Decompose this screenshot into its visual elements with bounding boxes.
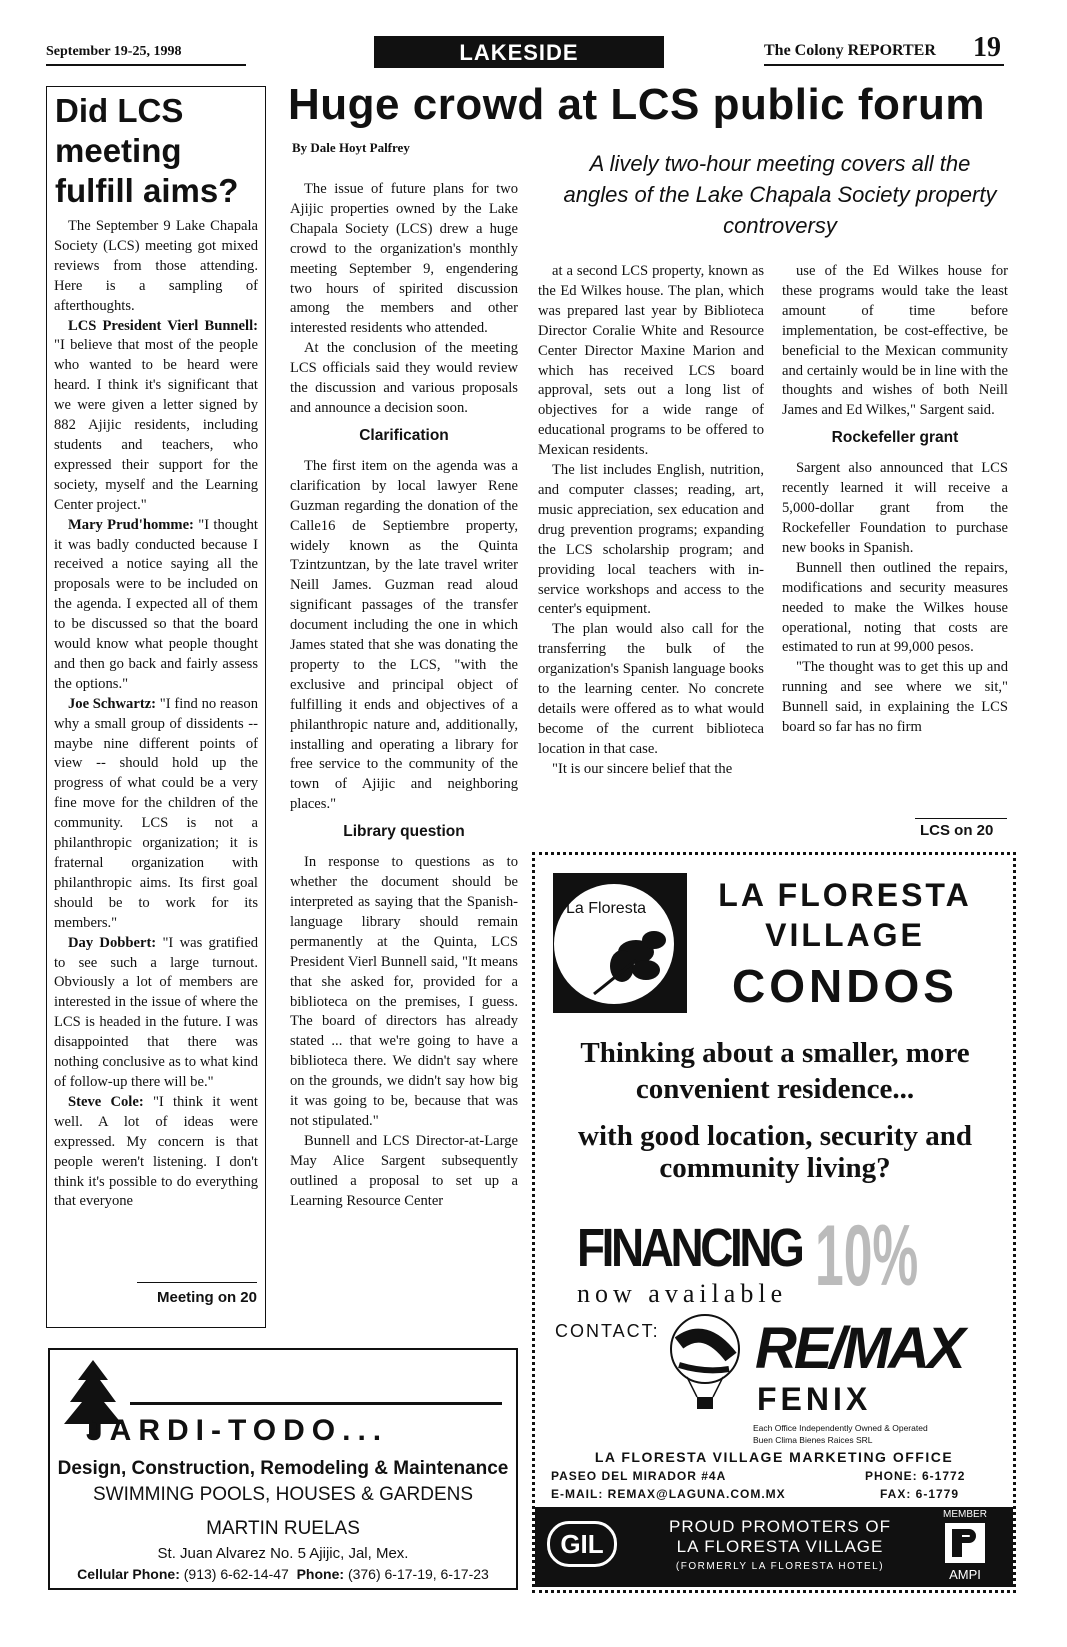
sidebar-title: Did LCS meeting fulfill aims? [55,92,239,209]
article-column-1 [290,180,518,1330]
jardi-services: Design, Construction, Remodeling & Maintenance [57,1458,509,1479]
byline: By Dale Hoyt Palfrey [292,140,410,155]
quote-schwartz: Joe Schwartz: "I find no reason why a small group of dissidents -- maybe nine different points of view -- should hold up the progress of what could be a very fine move for the children of the community. LCS is not a philanthropic organization; it is fraternal organization with philanthropic aims. Its first goal should be to work for its members." [54,695,258,931]
page-number: 19 [973,32,1001,63]
quote-speaker: Steve Cole: [68,1093,144,1110]
contact-label: CONTACT: [555,1321,660,1341]
ampi-label: AMPI [949,1567,981,1582]
paragraph: at a second LCS property, known as the Ed Wilkes house. The plan, which was prepared last year by Biblioteca Director Coralie White and Resource Center Director Maxine Marion and which has received LCS board approval, sets out a long list of objectives for a wide range of educational programs to be offered to Mexican residents. [538,263,764,459]
promoters-line-3: (FORMERLY LA FLORESTA HOTEL) [675,1561,885,1572]
floresta-pitch-1: Thinking about a smaller, more convenient residence... [580,1037,970,1105]
article-column-2 [538,262,764,822]
financing-available: now available [577,1279,788,1308]
jardi-specialties: SWIMMING POOLS, HOUSES & GARDENS [92,1484,474,1505]
ad-rule [130,1402,502,1405]
paragraph: "It is our sincere belief that the [552,760,733,777]
jardi-phones: Cellular Phone: (913) 6-62-14-47 Phone: (376) 6-17-19, 6-17-23 [77,1566,489,1582]
paragraph: At the conclusion of the meeting LCS officials said they would review the discussion and various proposals and announce a decision soon. [290,340,518,416]
paragraph: The list includes English, nutrition, and computer classes; reading, art, music appreciation, sex education and drug prevention programs; expanding the LCS scholarship program; and providing local teachers with in-service workshops and access to the center's equipment. [538,462,764,618]
promoters-line-1: PROUD PROMOTERS OF [668,1517,891,1536]
subhead-rockefeller: Rockefeller grant [831,429,959,447]
la-floresta-logo [553,873,687,1013]
article-deck: A lively two-hour meeting covers all the angles of the Lake Chapala Society property controversy [563,151,997,238]
remax-fenix: FENIX [757,1381,872,1417]
quote-prudhomme: Mary Prud'homme: "I thought it was badly conducted because I received a notice saying all the proposals were to be included on the agenda. I expected all of them to be discussed so that the board would know what people thought and then go back and fairly assess the options." [54,516,258,692]
paragraph: In response to questions as to whether the document should be interpreted as saying that the Spanish-language library should remain permanently at the Quinta, LCS President Vierl Bunnell said, "It means that she asked for, provided for a biblioteca on the premises, I guess. The board of directors has already stated ... that we're going to have a biblioteca there. We didn't say where on the grounds, we didn't say how big it was going to be, because that was not stipulated." [290,854,518,1129]
office-fax: FAX: 6-1779 [880,1487,960,1501]
logo-text: La Floresta [566,900,647,917]
jardi-address: St. Juan Alvarez No. 5 Ajijic, Jal, Mex. [157,1545,409,1562]
paragraph: The plan would also call for the transferring the bulk of the organization's Spanish language books to the learning center. No concrete details were offered as to what would become of the current biblioteca location in that case. [538,621,764,757]
gil-logo: GIL [547,1521,617,1567]
paragraph: Sargent also announced that LCS recently learned it will receive a 5,000-dollar grant from the Rockefeller Foundation to purchase new books in Spanish. [782,460,1008,556]
jump-rule [915,818,1007,819]
sidebar-box [46,86,266,1328]
jardi-todo-ad [48,1348,518,1590]
quote-speaker: Mary Prud'homme: [68,516,194,533]
subhead-library: Library question [343,823,465,841]
quote-speaker: Day Dobbert: [68,934,157,951]
headline: Huge crowd at LCS public forum [288,80,986,129]
quote-dobbert: Day Dobbert: "I was gratified to see such a large turnout. Obviously a lot of members are interested in the issue of where the LCS is headed in the future. I was disappointed that there was nothing conclusive as to what kind of follow-up there will be." [54,934,258,1090]
floresta-pitch-2: with good location, security and community living? [578,1120,972,1184]
paragraph: Bunnell and LCS Director-at-Large May Alice Sargent subsequently outlined a proposal to set up a Learning Resource Center [290,1132,518,1209]
la-floresta-ad [532,852,1016,1593]
quote-bunnell: LCS President Vierl Bunnell: "I believe that most of the people who wanted to be heard were heard. I think it's significant that we were given a letter signed by 882 Ajijic residents, including students and teachers, who expressed their support for the society, myself and the Learning Center project." [54,317,258,513]
financing-rate: 10% [815,1208,919,1304]
quote-speaker: LCS President Vierl Bunnell: [68,317,258,334]
office-email[interactable]: E-MAIL: REMAX@LAGUNA.COM.MX [551,1487,786,1501]
header-rule-right [764,64,1004,66]
hot-air-balloon-icon [665,1313,745,1413]
article-jump[interactable]: LCS on 20 [920,822,994,839]
remax-note-1: Each Office Independently Owned & Operated [753,1423,928,1433]
promoters-band [535,1507,1013,1587]
remax-logo: RE/MAX [755,1316,963,1381]
issue-date: September 19-25, 1998 [46,44,182,59]
jardi-owner: MARTIN RUELAS [206,1518,360,1539]
paragraph: Bunnell then outlined the repairs, modifications and security measures needed to make the Wilkes house operational, noting that costs are estimated to run at 99,000 pesos. [782,559,1008,656]
sidebar-body [54,217,258,1212]
office-phone: PHONE: 6-1772 [865,1469,966,1483]
floresta-title-3: CONDOS [732,960,958,1012]
paragraph: "The thought was to get this up and running and see where we sit," Bunnell said, in explaining the LCS board so far has no firm [782,659,1008,736]
paragraph: The issue of future plans for two Ajijic properties owned by the Lake Chapala Society (LCS) drew a huge crowd to the organization's monthly meeting September 9, engendering two hours of spirited discussion among the members and other interested residents who attended. [290,181,518,337]
floresta-title-2: VILLAGE [765,917,925,953]
promoters-line-2: LA FLORESTA VILLAGE [676,1537,884,1556]
financing-label: FINANCING [577,1218,802,1278]
paragraph: use of the Ed Wilkes house for these programs would take the least amount of time before implementation, be cost-effective, be beneficial to the Mexican community and certainly would be in line with the thoughts and wishes of both Neill James and Ed Wilkes," Sargent said. [782,263,1008,419]
paper-name: The Colony REPORTER [764,42,936,59]
remax-note-2: Buen Clima Bienes Raices SRL [753,1435,873,1445]
office-street: PASEO DEL MIRADOR #4A [551,1469,727,1483]
jardi-todo-name: JARDI-TODO... [86,1414,389,1447]
ampi-logo-icon [945,1523,985,1563]
marketing-office: LA FLORESTA VILLAGE MARKETING OFFICE [594,1449,954,1465]
section-banner: LAKESIDE [374,36,664,68]
quote-speaker: Joe Schwartz: [68,695,157,712]
sidebar-intro: The September 9 Lake Chapala Society (LCS) meeting got mixed reviews from those attending. Here is a sampling of afterthoughts. [54,218,258,314]
member-label: MEMBER [943,1509,987,1520]
quote-cole: Steve Cole: "I think it went well. A lot of ideas were expressed. My concern is that people weren't listening. I don't think it's possible to do everything that everyone [54,1093,258,1210]
header-rule-left [46,64,246,66]
jump-rule [137,1282,257,1283]
floresta-title-1: LA FLORESTA [718,877,972,913]
sidebar-jump[interactable]: Meeting on 20 [156,1289,257,1306]
subhead-clarification: Clarification [359,426,449,444]
article-column-3 [782,262,1008,802]
paragraph: The first item on the agenda was a clarification by local lawyer Rene Guzman regarding the donation of the Calle16 de Septiembre property, widely known as the Quinta Tzintzuntzan, by the late travel writer Neill James. Guzman read aloud significant passages of the transfer document including the one in which James stated that she was donating the property to the LCS, "with the exclusive and principal object of fulfilling it ends and objectives of a philanthropic nature and, additionally, installing and operating a library for free service to the community of the town of Ajijic and neighboring places." [290,457,518,813]
